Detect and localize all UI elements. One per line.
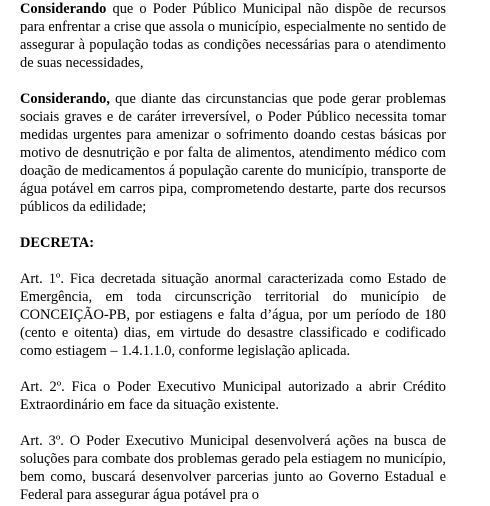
decree-document xyxy=(20,0,446,504)
considerando-text-1: que o Poder Público Municipal não dispõe de recursos para enfrentar a crise que assola o município, especialmente no sentido de assegurar à população todas as condições necessárias para o atendimento de suas necessidades, xyxy=(20,1,446,71)
considerando-paragraph-1 xyxy=(20,0,446,72)
article-1: Art. 1º. Fica decretada situação anormal caracterizada como Estado de Emergência, em toda circunscrição territorial do município de CONCEIÇÃO-PB, por estiagens e falta d’água, por um período de 180 (cento e oitenta) dias, em virtude do desastre classificado e codificado como estiagem – 1.4.1.1.0, conforme legislação aplicada. xyxy=(20,271,446,359)
decreta-heading: DECRETA: xyxy=(20,235,95,251)
considerando-label-1: Considerando xyxy=(20,1,107,17)
considerando-label-2: Considerando, xyxy=(20,91,110,107)
considerando-text-2: que diante das circunstancias que pode gerar problemas sociais graves e de caráter irreversível, o Poder Público necessita tomar medidas urgentes para amenizar o sofrimento doando cestas básicas por motivo de desnutrição e por falta de alimentos, atendimento médico com doação de medicamentos á população carente do município, transporte de água potável em carros pipa, comprometendo destarte, parte dos recursos públicos da edilidade; xyxy=(20,91,446,215)
article-3: Art. 3º. O Poder Executivo Municipal desenvolverá ações na busca de soluções para combate dos problemas gerado pela estiagem no município, bem como, buscará desenvolver parcerias junto ao Governo Estadual e Federal para assegurar água potável pra o xyxy=(20,433,446,503)
considerando-paragraph-2 xyxy=(20,90,446,216)
article-2: Art. 2º. Fica o Poder Executivo Municipal autorizado a abrir Crédito Extraordinário em face da situação existente. xyxy=(20,379,446,413)
